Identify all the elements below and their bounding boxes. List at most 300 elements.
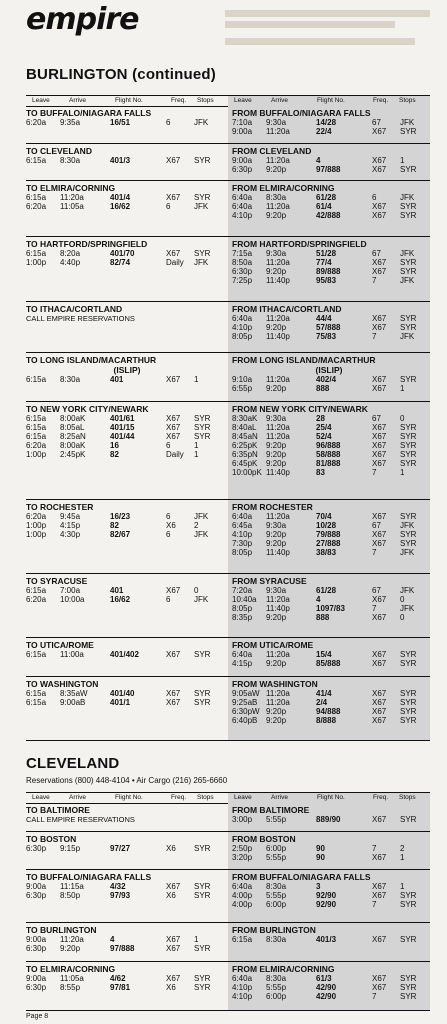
leave-time: 6:30p [26, 844, 47, 853]
flight-number: 3 [316, 882, 321, 891]
arrive-time: 9:20p [266, 165, 287, 174]
arrive-time: 11:05a [60, 202, 84, 211]
frequency: 7 [372, 548, 377, 557]
flight-row [228, 118, 430, 127]
flight-row [26, 432, 228, 441]
to-route [26, 870, 228, 922]
leave-time: 8:35p [232, 613, 253, 622]
flight-row [228, 211, 430, 220]
route-title: TO ELMIRA/CORNING [26, 183, 116, 193]
route-title: TO NEW YORK CITY/NEWARK [26, 404, 149, 414]
arrive-time: 11:40p [266, 548, 290, 557]
route-title: TO BOSTON [26, 834, 77, 844]
flight-row [228, 202, 430, 211]
flight-number: 75/83 [316, 332, 337, 341]
leave-time: 1:00p [26, 530, 47, 539]
flight-number: 92/90 [316, 900, 337, 909]
column-header-stops: Stops [197, 97, 214, 104]
stops: 2 [400, 844, 405, 853]
frequency: X67 [166, 249, 181, 258]
leave-time: 8:45aN [232, 432, 258, 441]
frequency: X67 [372, 267, 387, 276]
frequency: X67 [372, 258, 387, 267]
stops: 1 [400, 156, 405, 165]
arrive-time: 11:40p [266, 276, 290, 285]
stops: 0 [400, 414, 405, 423]
flight-number: 82/74 [110, 258, 131, 267]
flight-row [228, 323, 430, 332]
flight-row [26, 441, 228, 450]
arrive-time: 9:20p [266, 267, 287, 276]
flight-row [228, 414, 430, 423]
stops: JFK [194, 530, 209, 539]
flight-number: 401/40 [110, 689, 135, 698]
frequency: X67 [372, 891, 387, 900]
arrive-time: 11:00a [60, 650, 84, 659]
stops: SYR [400, 900, 417, 909]
leave-time: 6:15a [26, 156, 47, 165]
flight-row [228, 468, 430, 477]
flight-number: 16/62 [110, 595, 131, 604]
stops: SYR [194, 193, 211, 202]
leave-time: 8:40aL [232, 423, 257, 432]
route-title: TO HARTFORD/SPRINGFIELD [26, 239, 148, 249]
flight-row [228, 983, 430, 992]
arrive-time: 9:20p [266, 716, 287, 725]
route-title: FROM ITHACA/CORTLAND [232, 304, 342, 314]
flight-row [228, 127, 430, 136]
flight-row [228, 249, 430, 258]
from-route [228, 574, 430, 637]
arrive-time: 9:20p [266, 539, 287, 548]
frequency: X67 [372, 323, 387, 332]
route-title: TO BALTIMORE [26, 805, 90, 815]
flight-row [228, 530, 430, 539]
flight-row [228, 689, 430, 698]
stops: JFK [400, 118, 415, 127]
frequency: X6 [166, 983, 176, 992]
empire-logo: empire [26, 2, 139, 37]
flight-row [228, 193, 430, 202]
column-header-leave: Leave [32, 794, 50, 801]
stops: JFK [194, 202, 209, 211]
stops: 0 [400, 595, 405, 604]
leave-time: 6:45a [232, 521, 253, 530]
flight-number: 97/888 [110, 944, 135, 953]
to-route [26, 106, 228, 143]
stops: SYR [400, 314, 417, 323]
flight-row [228, 432, 430, 441]
arrive-time: 5:55p [266, 891, 287, 900]
frequency: X67 [372, 539, 387, 548]
from-route [228, 803, 430, 831]
frequency: X67 [166, 650, 181, 659]
frequency: X67 [372, 698, 387, 707]
frequency: 67 [372, 249, 381, 258]
to-route [26, 500, 228, 573]
frequency: 7 [372, 604, 377, 613]
leave-time: 4:10p [232, 992, 253, 1001]
flight-row [26, 698, 228, 707]
arrive-time: 9:30a [266, 249, 287, 258]
stops: JFK [400, 548, 415, 557]
flight-number: 401/1 [110, 698, 131, 707]
flight-row [228, 384, 430, 393]
leave-time: 4:10p [232, 323, 253, 332]
flight-row [228, 512, 430, 521]
column-header-arrive: Arrive [271, 97, 288, 104]
faded-header-bleed [225, 6, 430, 45]
flight-number: 97/888 [316, 165, 341, 174]
route-block [26, 574, 430, 638]
flight-number: 89/888 [316, 267, 341, 276]
stops: SYR [400, 689, 417, 698]
frequency: 6 [166, 441, 171, 450]
leave-time: 8:30aK [232, 414, 258, 423]
flight-number: 16 [110, 441, 119, 450]
frequency: 7 [372, 332, 377, 341]
flight-number: 16/62 [110, 202, 131, 211]
stops: 1 [400, 384, 405, 393]
flight-row [26, 844, 228, 853]
arrive-time: 11:20a [266, 375, 290, 384]
stops: SYR [400, 983, 417, 992]
flight-row [26, 521, 228, 530]
leave-time: 6:40a [232, 650, 253, 659]
flight-row [26, 156, 228, 165]
arrive-time: 11:20a [266, 156, 290, 165]
flight-number: 401/4 [110, 193, 131, 202]
column-header-from [228, 96, 430, 106]
column-header-arrive: Arrive [271, 794, 288, 801]
arrive-time: 4:30p [60, 530, 81, 539]
flight-number: 85/888 [316, 659, 341, 668]
arrive-time: 5:55p [266, 983, 287, 992]
frequency: X67 [372, 432, 387, 441]
leave-time: 6:40a [232, 882, 253, 891]
leave-time: 7:10a [232, 118, 253, 127]
route-title: TO UTICA/ROME [26, 640, 94, 650]
flight-row [228, 276, 430, 285]
frequency: X67 [372, 450, 387, 459]
column-header-stops: Stops [197, 794, 214, 801]
arrive-time: 11:20a [266, 698, 290, 707]
flight-number: 42/888 [316, 211, 341, 220]
stops: JFK [400, 249, 415, 258]
column-header-leave: Leave [234, 794, 252, 801]
stops: JFK [194, 512, 209, 521]
stops: SYR [400, 441, 417, 450]
leave-time: 6:45pK [232, 459, 258, 468]
route-title: TO LONG ISLAND/MACARTHUR [26, 355, 157, 365]
flight-number: 15/4 [316, 650, 332, 659]
frequency: X67 [166, 689, 181, 698]
column-header-flight: Flight No. [317, 794, 345, 801]
frequency: X67 [166, 935, 181, 944]
flight-number: 2/4 [316, 698, 328, 707]
flight-number: 401/61 [110, 414, 135, 423]
route-title: FROM CLEVELAND [232, 146, 312, 156]
flight-number: 70/4 [316, 512, 332, 521]
frequency: X67 [166, 193, 181, 202]
flight-number: 888 [316, 384, 330, 393]
stops: SYR [194, 156, 211, 165]
stops: SYR [194, 891, 211, 900]
stops: 1 [194, 375, 199, 384]
flight-number: 57/888 [316, 323, 341, 332]
arrive-time: 8:00aK [60, 414, 86, 423]
leave-time: 6:15a [232, 935, 253, 944]
arrive-time: 8:30a [60, 375, 81, 384]
arrive-time: 9:20p [266, 530, 287, 539]
flight-number: 27/888 [316, 539, 341, 548]
leave-time: 6:30p [26, 891, 47, 900]
stops: SYR [194, 882, 211, 891]
route-subtitle: (ISLIP) [315, 365, 343, 375]
section-title: CLEVELAND [26, 755, 120, 772]
flight-row [26, 193, 228, 202]
to-route [26, 181, 228, 236]
flight-number: 94/888 [316, 707, 341, 716]
flight-number: 97/27 [110, 844, 131, 853]
flight-number: 61/28 [316, 193, 337, 202]
stops: SYR [400, 539, 417, 548]
flight-number: 25/4 [316, 423, 332, 432]
flight-number: 14/28 [316, 118, 337, 127]
flight-number: 1097/83 [316, 604, 345, 613]
arrive-time: 9:20p [266, 707, 287, 716]
leave-time: 6:15a [26, 193, 47, 202]
column-header-flight: Flight No. [115, 794, 143, 801]
leave-time: 4:10p [232, 211, 253, 220]
flight-number: 77/4 [316, 258, 332, 267]
arrive-time: 9:45a [60, 512, 81, 521]
from-route [228, 923, 430, 961]
arrive-time: 9:20p [266, 211, 287, 220]
to-route [26, 803, 228, 831]
arrive-time: 11:15a [60, 882, 84, 891]
stops: 1 [400, 468, 405, 477]
leave-time: 6:40a [232, 314, 253, 323]
to-route [26, 638, 228, 676]
from-route [228, 832, 430, 869]
flight-number: 401/3 [316, 935, 337, 944]
leave-time: 9:00a [232, 156, 253, 165]
from-route [228, 500, 430, 573]
flight-number: 4 [110, 935, 115, 944]
flight-row [228, 882, 430, 891]
flight-row [228, 853, 430, 862]
flight-row [228, 891, 430, 900]
flight-number: 96/888 [316, 441, 341, 450]
flight-row [228, 521, 430, 530]
stops: SYR [400, 211, 417, 220]
flight-row [228, 450, 430, 459]
flight-row [228, 613, 430, 622]
to-route [26, 144, 228, 180]
arrive-time: 11:20a [266, 258, 290, 267]
arrive-time: 8:50p [60, 891, 81, 900]
flight-row [26, 650, 228, 659]
arrive-time: 9:30a [266, 414, 287, 423]
arrive-time: 11:40p [266, 468, 290, 477]
route-title: FROM ELMIRA/CORNING [232, 964, 335, 974]
frequency: X67 [166, 882, 181, 891]
stops: SYR [400, 258, 417, 267]
route-title: FROM ROCHESTER [232, 502, 313, 512]
leave-time: 6:15a [26, 375, 47, 384]
leave-time: 6:20a [26, 595, 47, 604]
route-block [26, 144, 430, 181]
leave-time: 6:20a [26, 118, 47, 127]
flight-row [228, 844, 430, 853]
section-title: BURLINGTON (continued) [26, 66, 216, 83]
flight-row [228, 258, 430, 267]
arrive-time: 11:20a [266, 423, 290, 432]
flight-number: 888 [316, 613, 330, 622]
leave-time: 7:15a [232, 249, 253, 258]
flight-row [26, 935, 228, 944]
leave-time: 6:15a [26, 689, 47, 698]
flight-row [228, 165, 430, 174]
frequency: X67 [166, 974, 181, 983]
route-block [26, 923, 430, 962]
stops: 0 [194, 586, 199, 595]
arrive-time: 6:00p [266, 992, 287, 1001]
arrive-time: 11:20a [266, 650, 290, 659]
stops: SYR [400, 992, 417, 1001]
leave-time: 6:30pW [232, 707, 260, 716]
column-header-from [228, 793, 430, 803]
flight-row [228, 423, 430, 432]
leave-time: 7:30p [232, 539, 253, 548]
route-block [26, 237, 430, 302]
flight-number: 42/90 [316, 983, 337, 992]
arrive-time: 9:20p [60, 944, 81, 953]
flight-row [228, 441, 430, 450]
leave-time: 6:25pK [232, 441, 258, 450]
leave-time: 6:20a [26, 202, 47, 211]
to-route [26, 832, 228, 869]
frequency: X67 [372, 165, 387, 174]
flight-row [228, 815, 430, 824]
stops: SYR [400, 935, 417, 944]
flight-row [26, 983, 228, 992]
flight-number: 52/4 [316, 432, 332, 441]
column-header-to [26, 96, 228, 106]
stops: 1 [400, 853, 405, 862]
flight-row [26, 586, 228, 595]
frequency: X6 [166, 891, 176, 900]
leave-time: 2:50p [232, 844, 253, 853]
arrive-time: 9:30a [266, 586, 287, 595]
stops: SYR [400, 698, 417, 707]
frequency: X67 [372, 127, 387, 136]
to-route [26, 962, 228, 1010]
arrive-time: 9:00aB [60, 698, 86, 707]
arrive-time: 8:35aW [60, 689, 88, 698]
stops: SYR [400, 530, 417, 539]
frequency: X6 [166, 844, 176, 853]
flight-row [228, 459, 430, 468]
arrive-time: 2:45pK [60, 450, 86, 459]
leave-time: 4:00p [232, 900, 253, 909]
arrive-time: 4:15p [60, 521, 81, 530]
column-header-freq: Freq. [171, 97, 187, 104]
arrive-time: 8:00aK [60, 441, 86, 450]
stops: 1 [194, 935, 199, 944]
flight-row [228, 156, 430, 165]
flight-number: 401 [110, 375, 124, 384]
frequency: X67 [372, 815, 387, 824]
flight-row [228, 992, 430, 1001]
leave-time: 7:20a [232, 586, 253, 595]
arrive-time: 11:20a [266, 127, 290, 136]
frequency: X67 [372, 202, 387, 211]
frequency: 6 [166, 512, 171, 521]
stops: JFK [400, 604, 415, 613]
route-title: FROM BALTIMORE [232, 805, 310, 815]
arrive-time: 11:40p [266, 332, 290, 341]
flight-row [26, 450, 228, 459]
route-title: TO SYRACUSE [26, 576, 88, 586]
frequency: X67 [372, 853, 387, 862]
leave-time: 6:15a [26, 698, 47, 707]
stops: SYR [400, 650, 417, 659]
route-title: TO ROCHESTER [26, 502, 94, 512]
flight-row [26, 414, 228, 423]
route-title: FROM BUFFALO/NIAGARA FALLS [232, 872, 371, 882]
column-header-freq: Freq. [373, 97, 389, 104]
frequency: X67 [166, 432, 181, 441]
leave-time: 9:00a [26, 974, 47, 983]
arrive-time: 4:40p [60, 258, 81, 267]
to-route [26, 677, 228, 740]
flight-number: 82 [110, 521, 119, 530]
leave-time: 9:00a [232, 127, 253, 136]
leave-time: 4:10p [232, 530, 253, 539]
leave-time: 4:10p [232, 983, 253, 992]
flight-row [228, 595, 430, 604]
frequency: X67 [372, 314, 387, 323]
route-title: FROM UTICA/ROME [232, 640, 314, 650]
arrive-time: 9:20p [266, 441, 287, 450]
flight-number: 401/3 [110, 156, 131, 165]
from-route [228, 402, 430, 499]
reservation-note: CALL EMPIRE RESERVATIONS [26, 314, 135, 323]
frequency: 6 [166, 595, 171, 604]
arrive-time: 9:20p [266, 459, 287, 468]
flight-row [228, 900, 430, 909]
flight-number: 82/67 [110, 530, 131, 539]
arrive-time: 8:30a [266, 935, 287, 944]
column-header-leave: Leave [234, 97, 252, 104]
flight-number: 82 [110, 450, 119, 459]
frequency: Daily [166, 450, 184, 459]
flight-number: 79/888 [316, 530, 341, 539]
route-title: TO ELMIRA/CORNING [26, 964, 116, 974]
route-title: FROM NEW YORK CITY/NEWARK [232, 404, 368, 414]
frequency: 6 [166, 118, 171, 127]
flight-row [228, 659, 430, 668]
frequency: X67 [372, 211, 387, 220]
leave-time: 9:00a [26, 882, 47, 891]
from-route [228, 353, 430, 401]
flight-number: 16/23 [110, 512, 131, 521]
from-route [228, 237, 430, 301]
flight-number: 10/28 [316, 521, 337, 530]
frequency: X67 [372, 530, 387, 539]
